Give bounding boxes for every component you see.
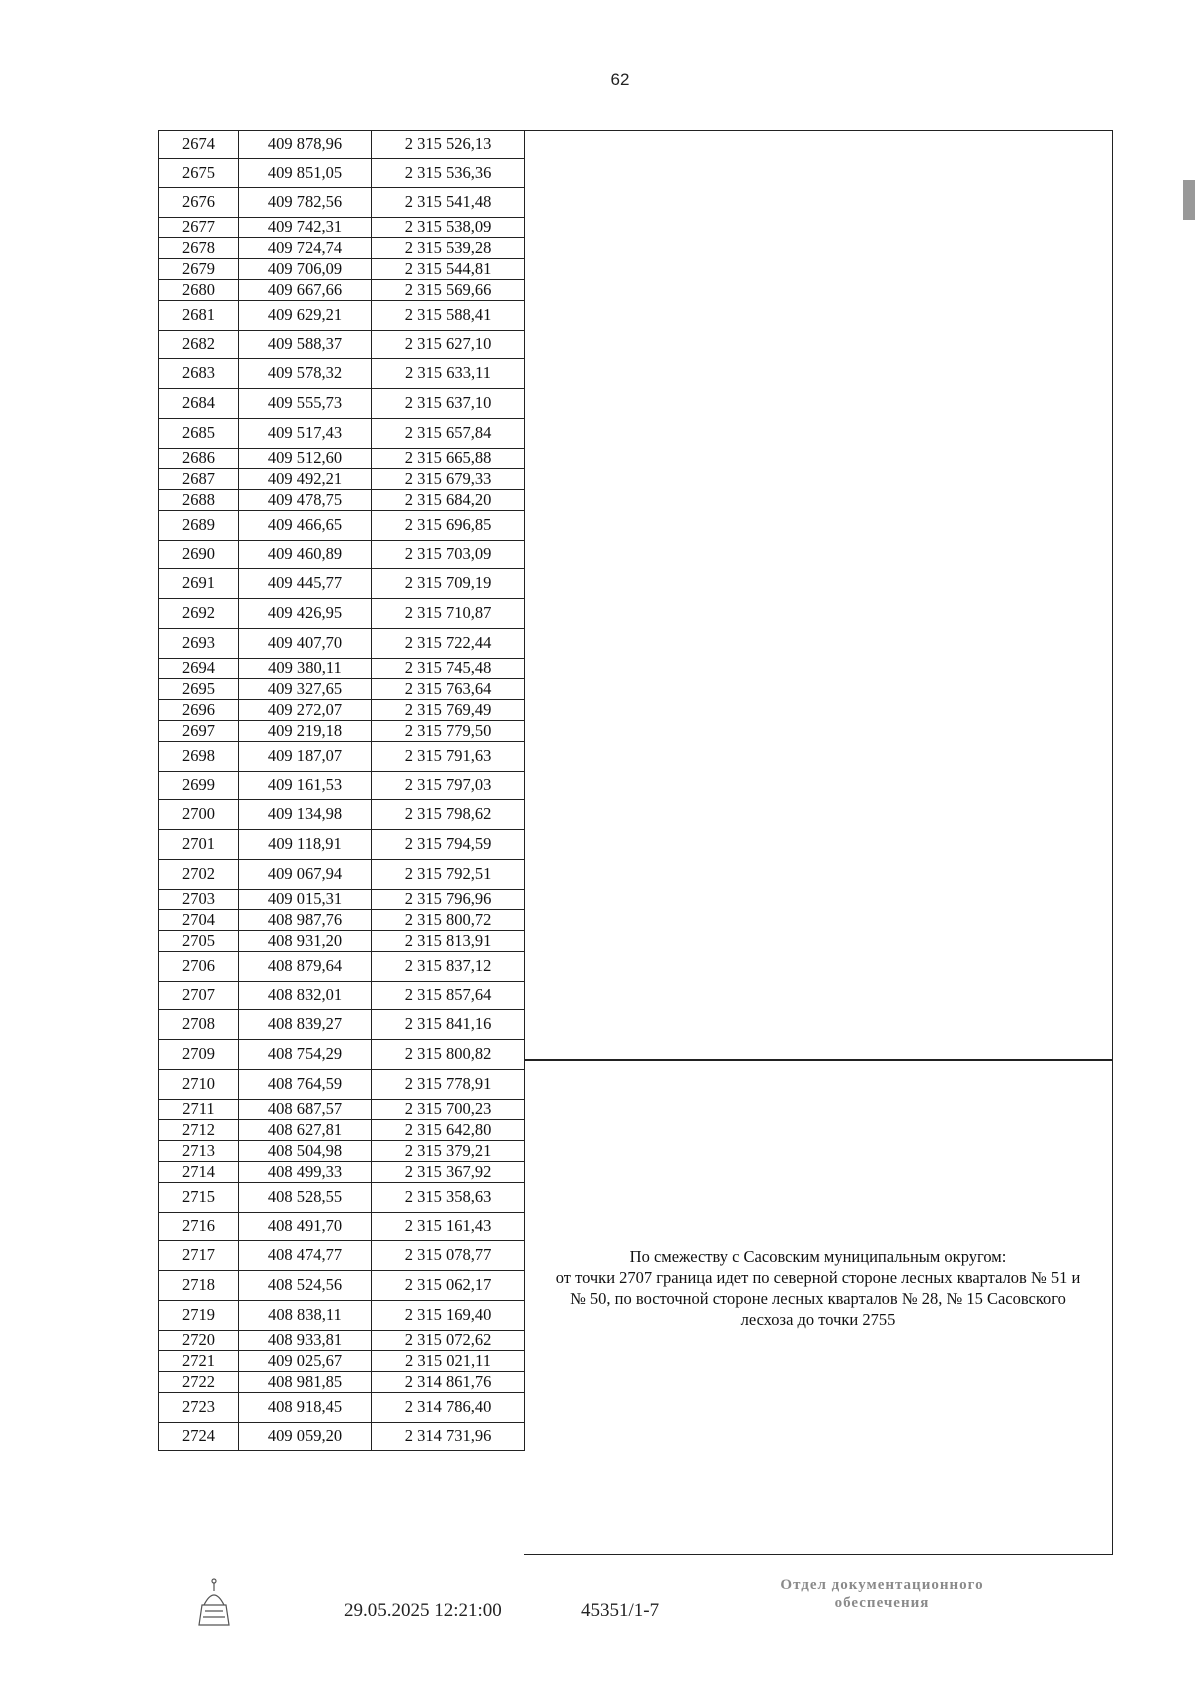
x-coordinate: 409 426,95 bbox=[239, 599, 372, 629]
table-row bbox=[159, 721, 525, 742]
y-coordinate: 2 315 588,41 bbox=[372, 301, 525, 331]
y-coordinate: 2 315 700,23 bbox=[372, 1100, 525, 1120]
y-coordinate: 2 315 709,19 bbox=[372, 569, 525, 599]
y-coordinate: 2 315 544,81 bbox=[372, 259, 525, 280]
table-row bbox=[159, 952, 525, 982]
x-coordinate: 408 524,56 bbox=[239, 1271, 372, 1301]
x-coordinate: 409 327,65 bbox=[239, 679, 372, 700]
point-number: 2724 bbox=[159, 1423, 239, 1451]
point-number: 2718 bbox=[159, 1271, 239, 1301]
point-number: 2702 bbox=[159, 860, 239, 890]
point-number: 2690 bbox=[159, 541, 239, 569]
table-row bbox=[159, 1301, 525, 1331]
x-coordinate: 408 764,59 bbox=[239, 1070, 372, 1100]
table-row bbox=[159, 599, 525, 629]
y-coordinate: 2 315 078,77 bbox=[372, 1241, 525, 1271]
table-row bbox=[159, 1162, 525, 1183]
department-stamp bbox=[732, 1576, 1032, 1612]
table-row bbox=[159, 159, 525, 188]
point-number: 2688 bbox=[159, 490, 239, 511]
x-coordinate: 409 742,31 bbox=[239, 218, 372, 238]
table-row bbox=[159, 1241, 525, 1271]
table-row bbox=[159, 1040, 525, 1070]
table-row bbox=[159, 359, 525, 389]
x-coordinate: 408 931,20 bbox=[239, 931, 372, 952]
y-coordinate: 2 315 358,63 bbox=[372, 1183, 525, 1213]
y-coordinate: 2 315 679,33 bbox=[372, 469, 525, 490]
y-coordinate: 2 315 813,91 bbox=[372, 931, 525, 952]
x-coordinate: 408 504,98 bbox=[239, 1141, 372, 1162]
y-coordinate: 2 315 778,91 bbox=[372, 1070, 525, 1100]
y-coordinate: 2 315 800,72 bbox=[372, 910, 525, 931]
point-number: 2678 bbox=[159, 238, 239, 259]
y-coordinate: 2 315 684,20 bbox=[372, 490, 525, 511]
table-row bbox=[159, 910, 525, 931]
table-row bbox=[159, 931, 525, 952]
table-row bbox=[159, 700, 525, 721]
x-coordinate: 409 059,20 bbox=[239, 1423, 372, 1451]
point-number: 2705 bbox=[159, 931, 239, 952]
point-number: 2676 bbox=[159, 188, 239, 218]
y-coordinate: 2 315 794,59 bbox=[372, 830, 525, 860]
table-row bbox=[159, 860, 525, 890]
y-coordinate: 2 315 797,03 bbox=[372, 772, 525, 800]
x-coordinate: 409 219,18 bbox=[239, 721, 372, 742]
x-coordinate: 409 555,73 bbox=[239, 389, 372, 419]
x-coordinate: 409 272,07 bbox=[239, 700, 372, 721]
page-number: 62 bbox=[610, 70, 630, 89]
y-coordinate: 2 315 703,09 bbox=[372, 541, 525, 569]
table-row bbox=[159, 679, 525, 700]
point-number: 2715 bbox=[159, 1183, 239, 1213]
y-coordinate: 2 315 627,10 bbox=[372, 331, 525, 359]
point-number: 2712 bbox=[159, 1120, 239, 1141]
table-row bbox=[159, 982, 525, 1010]
description-cell-empty bbox=[524, 130, 1113, 1061]
y-coordinate: 2 315 379,21 bbox=[372, 1141, 525, 1162]
point-number: 2708 bbox=[159, 1010, 239, 1040]
x-coordinate: 409 578,32 bbox=[239, 359, 372, 389]
x-coordinate: 408 981,85 bbox=[239, 1372, 372, 1393]
x-coordinate: 409 878,96 bbox=[239, 131, 372, 159]
x-coordinate: 409 851,05 bbox=[239, 159, 372, 188]
point-number: 2707 bbox=[159, 982, 239, 1010]
x-coordinate: 409 380,11 bbox=[239, 659, 372, 679]
x-coordinate: 409 161,53 bbox=[239, 772, 372, 800]
table-row bbox=[159, 1393, 525, 1423]
table-row bbox=[159, 569, 525, 599]
table-row bbox=[159, 331, 525, 359]
point-number: 2674 bbox=[159, 131, 239, 159]
point-number: 2683 bbox=[159, 359, 239, 389]
table-row bbox=[159, 659, 525, 679]
point-number: 2699 bbox=[159, 772, 239, 800]
point-number: 2693 bbox=[159, 629, 239, 659]
table-row bbox=[159, 1372, 525, 1393]
point-number: 2682 bbox=[159, 331, 239, 359]
x-coordinate: 409 445,77 bbox=[239, 569, 372, 599]
y-coordinate: 2 315 642,80 bbox=[372, 1120, 525, 1141]
y-coordinate: 2 315 021,11 bbox=[372, 1351, 525, 1372]
boundary-description bbox=[524, 1246, 1112, 1330]
x-coordinate: 408 627,81 bbox=[239, 1120, 372, 1141]
x-coordinate: 409 512,60 bbox=[239, 449, 372, 469]
x-coordinate: 408 987,76 bbox=[239, 910, 372, 931]
y-coordinate: 2 315 541,48 bbox=[372, 188, 525, 218]
point-number: 2686 bbox=[159, 449, 239, 469]
emblem-icon bbox=[189, 1575, 239, 1629]
y-coordinate: 2 315 526,13 bbox=[372, 131, 525, 159]
table-row bbox=[159, 419, 525, 449]
y-coordinate: 2 315 169,40 bbox=[372, 1301, 525, 1331]
point-number: 2677 bbox=[159, 218, 239, 238]
x-coordinate: 408 528,55 bbox=[239, 1183, 372, 1213]
x-coordinate: 409 025,67 bbox=[239, 1351, 372, 1372]
x-coordinate: 409 724,74 bbox=[239, 238, 372, 259]
coordinates-table bbox=[158, 130, 525, 1451]
x-coordinate: 409 782,56 bbox=[239, 188, 372, 218]
table-row bbox=[159, 1183, 525, 1213]
point-number: 2720 bbox=[159, 1331, 239, 1351]
table-row bbox=[159, 188, 525, 218]
point-number: 2706 bbox=[159, 952, 239, 982]
table-row bbox=[159, 1213, 525, 1241]
x-coordinate: 408 474,77 bbox=[239, 1241, 372, 1271]
table-row bbox=[159, 280, 525, 301]
point-number: 2681 bbox=[159, 301, 239, 331]
description-cell bbox=[524, 1059, 1113, 1555]
y-coordinate: 2 314 731,96 bbox=[372, 1423, 525, 1451]
table-row bbox=[159, 490, 525, 511]
table-row bbox=[159, 742, 525, 772]
y-coordinate: 2 315 798,62 bbox=[372, 800, 525, 830]
y-coordinate: 2 314 786,40 bbox=[372, 1393, 525, 1423]
description-line: лесхоза до точки 2755 bbox=[740, 1310, 896, 1329]
x-coordinate: 409 118,91 bbox=[239, 830, 372, 860]
y-coordinate: 2 315 637,10 bbox=[372, 389, 525, 419]
x-coordinate: 408 879,64 bbox=[239, 952, 372, 982]
x-coordinate: 409 667,66 bbox=[239, 280, 372, 301]
x-coordinate: 409 407,70 bbox=[239, 629, 372, 659]
y-coordinate: 2 315 161,43 bbox=[372, 1213, 525, 1241]
point-number: 2698 bbox=[159, 742, 239, 772]
table-row bbox=[159, 259, 525, 280]
y-coordinate: 2 315 791,63 bbox=[372, 742, 525, 772]
x-coordinate: 409 706,09 bbox=[239, 259, 372, 280]
point-number: 2723 bbox=[159, 1393, 239, 1423]
point-number: 2717 bbox=[159, 1241, 239, 1271]
x-coordinate: 409 466,65 bbox=[239, 511, 372, 541]
point-number: 2716 bbox=[159, 1213, 239, 1241]
y-coordinate: 2 315 062,17 bbox=[372, 1271, 525, 1301]
table-row bbox=[159, 131, 525, 159]
point-number: 2691 bbox=[159, 569, 239, 599]
point-number: 2694 bbox=[159, 659, 239, 679]
x-coordinate: 408 933,81 bbox=[239, 1331, 372, 1351]
y-coordinate: 2 315 745,48 bbox=[372, 659, 525, 679]
table-row bbox=[159, 1070, 525, 1100]
table-row bbox=[159, 469, 525, 490]
table-row bbox=[159, 1120, 525, 1141]
table-row bbox=[159, 301, 525, 331]
y-coordinate: 2 315 696,85 bbox=[372, 511, 525, 541]
y-coordinate: 2 315 722,44 bbox=[372, 629, 525, 659]
point-number: 2675 bbox=[159, 159, 239, 188]
x-coordinate: 408 918,45 bbox=[239, 1393, 372, 1423]
point-number: 2722 bbox=[159, 1372, 239, 1393]
point-number: 2689 bbox=[159, 511, 239, 541]
x-coordinate: 409 492,21 bbox=[239, 469, 372, 490]
y-coordinate: 2 315 633,11 bbox=[372, 359, 525, 389]
description-line: № 50, по восточной стороне лесных кварталов № 28, № 15 Сасовского bbox=[570, 1289, 1066, 1308]
point-number: 2710 bbox=[159, 1070, 239, 1100]
x-coordinate: 408 754,29 bbox=[239, 1040, 372, 1070]
table-row bbox=[159, 1010, 525, 1040]
table-row bbox=[159, 1271, 525, 1301]
point-number: 2679 bbox=[159, 259, 239, 280]
y-coordinate: 2 315 857,64 bbox=[372, 982, 525, 1010]
point-number: 2704 bbox=[159, 910, 239, 931]
table-row bbox=[159, 830, 525, 860]
table-row bbox=[159, 238, 525, 259]
point-number: 2703 bbox=[159, 890, 239, 910]
table-row bbox=[159, 772, 525, 800]
x-coordinate: 408 839,27 bbox=[239, 1010, 372, 1040]
x-coordinate: 409 629,21 bbox=[239, 301, 372, 331]
point-number: 2701 bbox=[159, 830, 239, 860]
point-number: 2697 bbox=[159, 721, 239, 742]
x-coordinate: 408 499,33 bbox=[239, 1162, 372, 1183]
x-coordinate: 409 517,43 bbox=[239, 419, 372, 449]
y-coordinate: 2 315 569,66 bbox=[372, 280, 525, 301]
y-coordinate: 2 315 837,12 bbox=[372, 952, 525, 982]
point-number: 2721 bbox=[159, 1351, 239, 1372]
point-number: 2692 bbox=[159, 599, 239, 629]
y-coordinate: 2 315 536,36 bbox=[372, 159, 525, 188]
y-coordinate: 2 315 796,96 bbox=[372, 890, 525, 910]
x-coordinate: 409 015,31 bbox=[239, 890, 372, 910]
table-row bbox=[159, 511, 525, 541]
y-coordinate: 2 315 665,88 bbox=[372, 449, 525, 469]
table-row bbox=[159, 1331, 525, 1351]
stamp-line: Отдел документационного bbox=[780, 1577, 984, 1593]
point-number: 2696 bbox=[159, 700, 239, 721]
table-row bbox=[159, 449, 525, 469]
point-number: 2684 bbox=[159, 389, 239, 419]
x-coordinate: 409 134,98 bbox=[239, 800, 372, 830]
table-row bbox=[159, 800, 525, 830]
table-row bbox=[159, 1100, 525, 1120]
point-number: 2680 bbox=[159, 280, 239, 301]
y-coordinate: 2 315 800,82 bbox=[372, 1040, 525, 1070]
table-row bbox=[159, 218, 525, 238]
y-coordinate: 2 315 539,28 bbox=[372, 238, 525, 259]
x-coordinate: 409 067,94 bbox=[239, 860, 372, 890]
y-coordinate: 2 315 538,09 bbox=[372, 218, 525, 238]
table-row bbox=[159, 629, 525, 659]
y-coordinate: 2 315 657,84 bbox=[372, 419, 525, 449]
point-number: 2719 bbox=[159, 1301, 239, 1331]
point-number: 2714 bbox=[159, 1162, 239, 1183]
y-coordinate: 2 315 792,51 bbox=[372, 860, 525, 890]
document-sheet bbox=[158, 130, 1113, 1554]
x-coordinate: 408 491,70 bbox=[239, 1213, 372, 1241]
description-line: от точки 2707 граница идет по северной стороне лесных кварталов № 51 и bbox=[555, 1268, 1081, 1287]
y-coordinate: 2 315 072,62 bbox=[372, 1331, 525, 1351]
description-line: По смежеству с Сасовским муниципальным округом: bbox=[629, 1247, 1007, 1266]
x-coordinate: 408 838,11 bbox=[239, 1301, 372, 1331]
table-row bbox=[159, 890, 525, 910]
scan-edge-mark bbox=[1183, 180, 1195, 220]
y-coordinate: 2 315 763,64 bbox=[372, 679, 525, 700]
point-number: 2687 bbox=[159, 469, 239, 490]
table-row bbox=[159, 389, 525, 419]
table-row bbox=[159, 541, 525, 569]
stamp-line: обеспечения bbox=[834, 1595, 930, 1611]
x-coordinate: 409 588,37 bbox=[239, 331, 372, 359]
point-number: 2695 bbox=[159, 679, 239, 700]
footer-date: 29.05.2025 12:21:00 bbox=[344, 1600, 502, 1621]
footer-doc-number: 45351/1-7 bbox=[581, 1600, 660, 1621]
point-number: 2685 bbox=[159, 419, 239, 449]
x-coordinate: 408 687,57 bbox=[239, 1100, 372, 1120]
y-coordinate: 2 314 861,76 bbox=[372, 1372, 525, 1393]
point-number: 2711 bbox=[159, 1100, 239, 1120]
x-coordinate: 409 460,89 bbox=[239, 541, 372, 569]
y-coordinate: 2 315 841,16 bbox=[372, 1010, 525, 1040]
y-coordinate: 2 315 710,87 bbox=[372, 599, 525, 629]
table-row bbox=[159, 1351, 525, 1372]
point-number: 2709 bbox=[159, 1040, 239, 1070]
x-coordinate: 408 832,01 bbox=[239, 982, 372, 1010]
table-row bbox=[159, 1141, 525, 1162]
point-number: 2713 bbox=[159, 1141, 239, 1162]
y-coordinate: 2 315 367,92 bbox=[372, 1162, 525, 1183]
y-coordinate: 2 315 779,50 bbox=[372, 721, 525, 742]
x-coordinate: 409 478,75 bbox=[239, 490, 372, 511]
table-row bbox=[159, 1423, 525, 1451]
y-coordinate: 2 315 769,49 bbox=[372, 700, 525, 721]
x-coordinate: 409 187,07 bbox=[239, 742, 372, 772]
point-number: 2700 bbox=[159, 800, 239, 830]
